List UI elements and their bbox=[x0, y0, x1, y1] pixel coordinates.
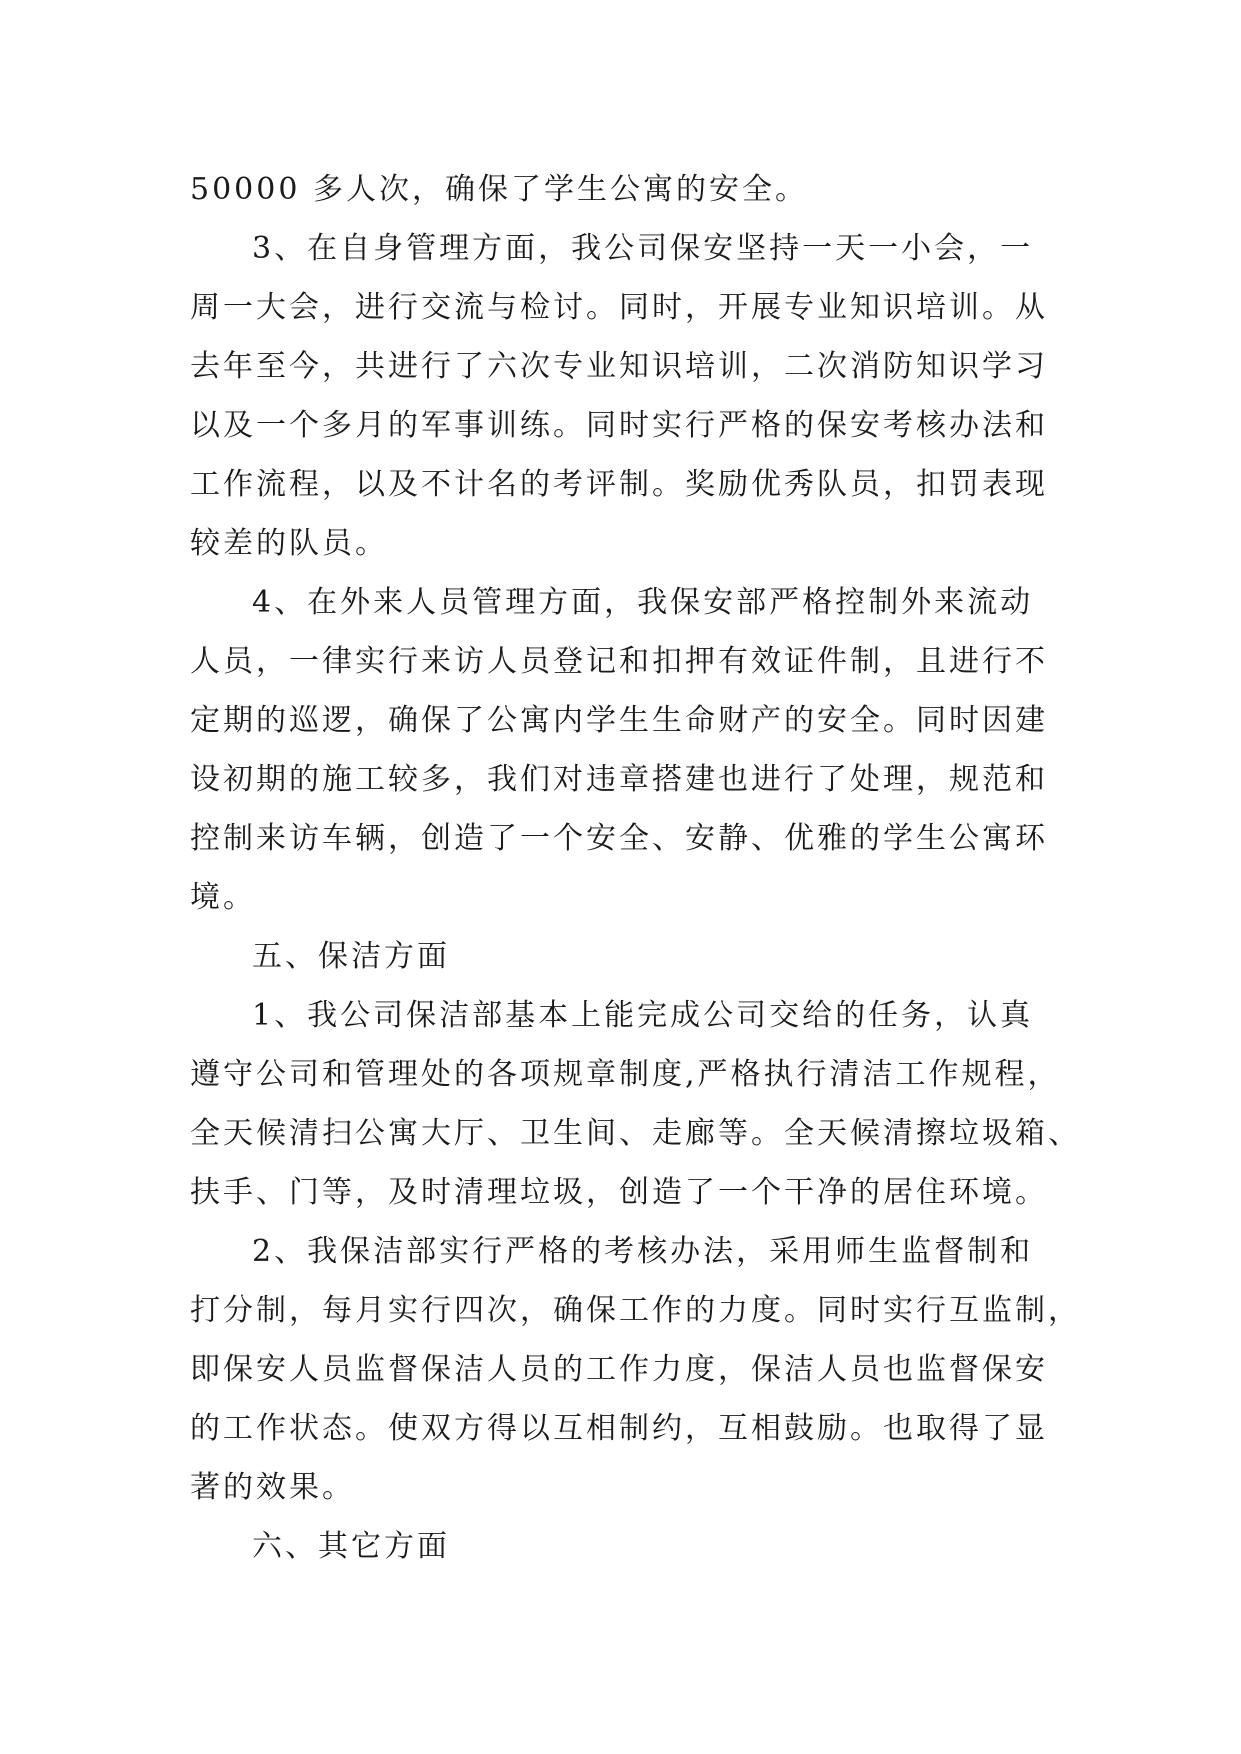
text-line: 较差的队员。 bbox=[190, 526, 388, 561]
text-line: 50000 多人次，确保了学生公寓的安全。 bbox=[190, 172, 808, 207]
paragraph-3-start: 3、在自身管理方面，我公司保安坚持一天一小会，一 bbox=[252, 231, 1034, 266]
text-line: 人员，一律实行来访人员登记和扣押有效证件制，且进行不 bbox=[190, 644, 1048, 679]
cleaning-paragraph-2-start: 2、我保洁部实行严格的考核办法，采用师生监督制和 bbox=[252, 1234, 1034, 1269]
text-line: 即保安人员监督保洁人员的工作力度，保洁人员也监督保安 bbox=[190, 1352, 1048, 1387]
text-line: 控制来访车辆，创造了一个安全、安静、优雅的学生公寓环 bbox=[190, 821, 1048, 856]
text-line: 扶手、门等，及时清理垃圾，创造了一个干净的居住环境。 bbox=[190, 1175, 1048, 1210]
cleaning-paragraph-1-start: 1、我公司保洁部基本上能完成公司交给的任务，认真 bbox=[252, 998, 1034, 1033]
section-heading-other: 六、其它方面 bbox=[252, 1529, 450, 1564]
text-line: 定期的巡逻，确保了公寓内学生生命财产的安全。同时因建 bbox=[190, 703, 1048, 738]
text-line: 境。 bbox=[190, 880, 256, 915]
paragraph-4-start: 4、在外来人员管理方面，我保安部严格控制外来流动 bbox=[252, 585, 1034, 620]
text-line: 遵守公司和管理处的各项规章制度,严格执行清洁工作规程， bbox=[190, 1057, 1061, 1092]
text-line: 全天候清扫公寓大厅、卫生间、走廊等。全天候清擦垃圾箱、 bbox=[190, 1116, 1081, 1151]
text-line: 周一大会，进行交流与检讨。同时，开展专业知识培训。从 bbox=[190, 290, 1048, 325]
text-line: 设初期的施工较多，我们对违章搭建也进行了处理，规范和 bbox=[190, 762, 1048, 797]
text-line: 工作流程，以及不计名的考评制。奖励优秀队员，扣罚表现 bbox=[190, 467, 1048, 502]
text-line: 著的效果。 bbox=[190, 1470, 355, 1505]
document-body bbox=[190, 160, 1081, 1576]
text-line: 打分制，每月实行四次，确保工作的力度。同时实行互监制， bbox=[190, 1293, 1081, 1328]
section-heading-cleaning: 五、保洁方面 bbox=[252, 939, 450, 974]
text-line: 的工作状态。使双方得以互相制约，互相鼓励。也取得了显 bbox=[190, 1411, 1048, 1446]
text-line: 以及一个多月的军事训练。同时实行严格的保安考核办法和 bbox=[190, 408, 1048, 443]
text-line: 去年至今，共进行了六次专业知识培训，二次消防知识学习 bbox=[190, 349, 1048, 384]
